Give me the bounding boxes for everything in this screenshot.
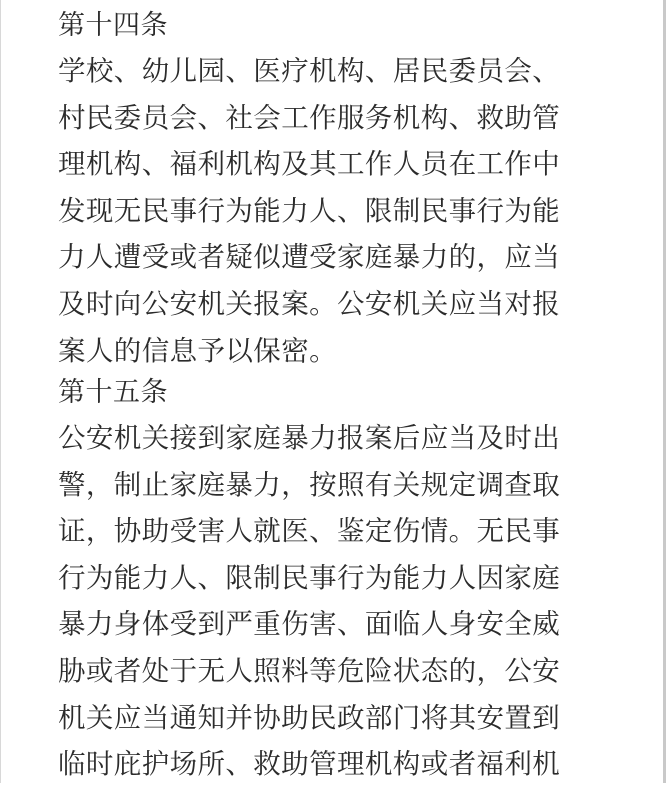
article-14-line-4: 发现无民事行为能力人、限制民事行为能 — [58, 194, 561, 227]
article-15 — [58, 371, 560, 788]
article-14-line-2: 村民委员会、社会工作服务机构、救助管 — [58, 101, 561, 134]
article-15-line-5: 暴力身体受到严重伤害、面临人身安全威 — [58, 608, 561, 641]
article-14-line-6: 及时向公安机关报案。公安机关应当对报 — [58, 287, 561, 320]
article-14-line-1: 学校、幼儿园、医疗机构、居民委员会、 — [58, 55, 561, 87]
article-15-line-2: 警，制止家庭暴力，按照有关规定调查取 — [58, 468, 561, 501]
article-15-line-7: 机关应当通知并协助民政部门将其安置到 — [58, 701, 561, 734]
article-15-line-8: 临时庇护场所、救助管理机构或者福利机 — [58, 748, 561, 781]
article-14-line-5: 力人遭受或者疑似遭受家庭暴力的，应当 — [58, 241, 561, 274]
article-15-line-6: 胁或者处于无人照料等危险状态的，公安 — [58, 654, 561, 687]
article-14-heading: 第十四条 — [58, 10, 168, 41]
article-15-line-3: 证，协助受害人就医、鉴定伤情。无民事 — [58, 515, 561, 548]
article-15-heading: 第十五条 — [58, 377, 168, 408]
article-15-line-1: 公安机关接到家庭暴力报案后应当及时出 — [58, 422, 561, 454]
article-14-line-3: 理机构、福利机构及其工作人员在工作中 — [58, 148, 561, 181]
article-15-line-4: 行为能力人、限制民事行为能力人因家庭 — [58, 561, 561, 594]
article-14-line-7: 案人的信息予以保密。 — [58, 334, 337, 367]
page-left-border — [0, 0, 1, 783]
article-14 — [58, 4, 560, 374]
